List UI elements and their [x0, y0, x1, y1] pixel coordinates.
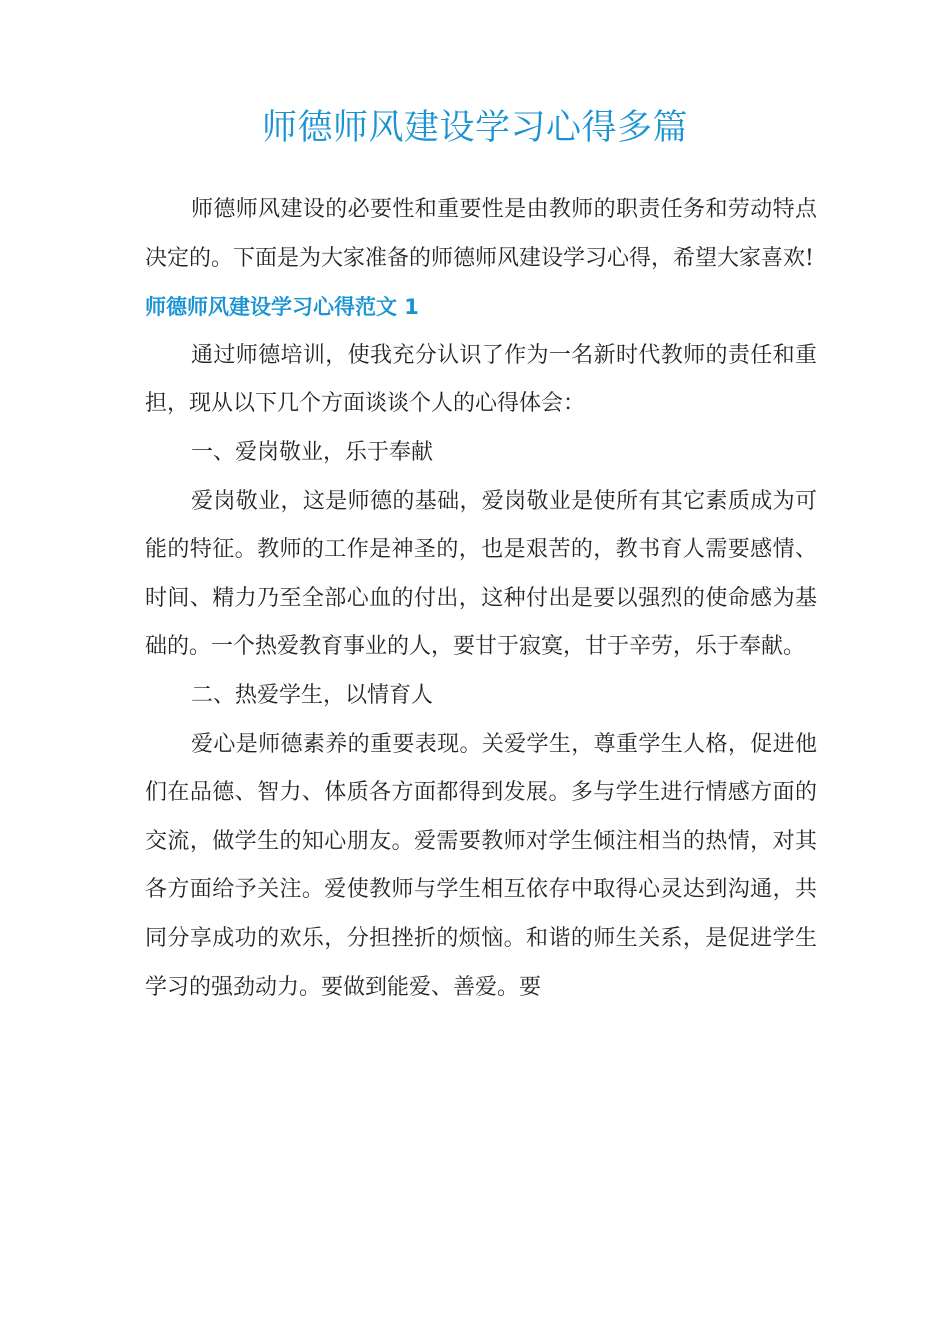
- document-body: [145, 186, 817, 1012]
- intro-paragraph: 师德师风建设的必要性和重要性是由教师的职责任务和劳动特点决定的。下面是为大家准备的师德师风建设学习心得，希望大家喜欢!: [145, 197, 817, 271]
- point-body-1: 爱岗敬业，这是师德的基础，爱岗敬业是使所有其它素质成为可能的特征。教师的工作是神圣的，也是艰苦的，教书育人需要感情、时间、精力乃至全部心血的付出，这种付出是要以强烈的使命感为基础的。一个热爱教育事业的人，要甘于寂寞，甘于辛劳，乐于奉献。: [145, 488, 817, 660]
- document-title: 师德师风建设学习心得多篇: [261, 108, 688, 148]
- opening-paragraph: 通过师德培训，使我充分认识了作为一名新时代教师的责任和重担，现从以下几个方面谈谈个人的心得体会：: [145, 342, 817, 417]
- point-body-2: 爱心是师德素养的重要表现。关爱学生，尊重学生人格，促进他们在品德、智力、体质各方面都得到发展。多与学生进行情感方面的交流，做学生的知心朋友。爱需要教师对学生倾注相当的热情，对其各方面给予关注。爱使教师与学生相互依存中取得心灵达到沟通，共同分享成功的欢乐，分担挫折的烦恼。和谐的师生关系，是促进学生学习的强劲动力。要做到能爱、善爱。要: [145, 731, 817, 1000]
- section-heading: 师德师风建设学习心得范文 1: [145, 295, 419, 320]
- point-heading-1: 一、爱岗敬业，乐于奉献: [191, 439, 434, 465]
- point-heading-2: 二、热爱学生，以情育人: [191, 682, 434, 708]
